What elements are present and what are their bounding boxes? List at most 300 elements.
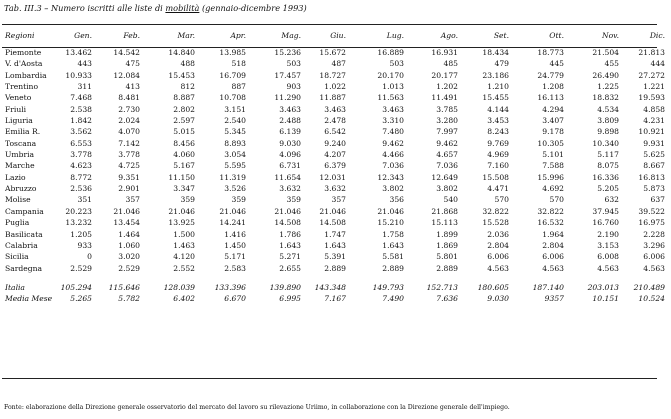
table-cell: 16.532 — [537, 218, 564, 228]
table-row — [2, 115, 671, 126]
table-cell: 479 — [494, 59, 509, 69]
table-cell: 13.232 — [65, 218, 92, 228]
table-cell: 351 — [77, 195, 92, 205]
table-cell: 1.221 — [643, 82, 665, 92]
table-cell: 10.524 — [638, 294, 665, 304]
table-cell: 1.210 — [487, 82, 509, 92]
table-cell: 1.500 — [173, 229, 195, 239]
table-cell: 12.649 — [431, 172, 458, 182]
table-cell: 3.809 — [597, 116, 619, 126]
table-cell: 16.813 — [638, 172, 665, 182]
column-header-month: Dic. — [649, 31, 665, 40]
table-cell: 9.030 — [279, 138, 301, 148]
table-cell: 2.228 — [643, 229, 665, 239]
table-cell: 488 — [180, 59, 195, 69]
table-cell: 15.996 — [537, 172, 564, 182]
table-cell: 444 — [650, 59, 665, 69]
table-row — [2, 47, 671, 58]
table-cell: 4.563 — [542, 263, 564, 273]
table-cell: 7.036 — [436, 161, 458, 171]
region-name: Campania — [5, 206, 44, 216]
table-cell: 2.597 — [173, 116, 195, 126]
table-cell: 9.462 — [436, 138, 458, 148]
table-cell: 4.471 — [487, 184, 509, 194]
table-cell: 8.456 — [173, 138, 195, 148]
table-cell: 8.481 — [118, 93, 140, 103]
region-name: Toscana — [5, 138, 37, 148]
table-cell: 3.020 — [118, 252, 140, 262]
table-row — [2, 70, 671, 81]
table-cell: 11.290 — [274, 93, 301, 103]
table-row — [2, 206, 671, 217]
table-cell: 3.802 — [436, 184, 458, 194]
table-cell: 1.869 — [436, 240, 458, 250]
table-cell: 2.889 — [436, 263, 458, 273]
table-cell: 2.540 — [224, 116, 246, 126]
region-name: Emilia R. — [5, 127, 41, 137]
table-cell: 8.243 — [487, 127, 509, 137]
region-name: Basilicata — [5, 229, 43, 239]
table-cell: 455 — [604, 59, 619, 69]
region-name: Veneto — [5, 93, 32, 103]
table-row — [2, 251, 671, 262]
table-cell: 356 — [389, 195, 404, 205]
table-cell: 443 — [77, 59, 92, 69]
table-cell: 6.553 — [70, 138, 92, 148]
table-cell: 5.782 — [118, 294, 140, 304]
region-name: Abruzzo — [5, 184, 37, 194]
table-cell: 15.210 — [377, 218, 404, 228]
table-cell: 5.117 — [597, 150, 619, 160]
table-row — [2, 183, 671, 194]
table-cell: 15.455 — [482, 93, 509, 103]
table-cell: 11.654 — [274, 172, 301, 182]
table-cell: 16.975 — [638, 218, 665, 228]
table-cell: 4.070 — [118, 127, 140, 137]
table-cell: 2.529 — [118, 263, 140, 273]
table-cell: 5.271 — [279, 252, 301, 262]
table-cell: 23.186 — [482, 70, 509, 80]
table-cell: 3.151 — [224, 104, 246, 114]
table-cell: 5.595 — [224, 161, 246, 171]
table-cell: 11.887 — [319, 93, 346, 103]
region-name: Puglia — [5, 218, 30, 228]
table-cell: 21.046 — [319, 206, 346, 216]
table-cell: 3.632 — [279, 184, 301, 194]
table-cell: 9.769 — [487, 138, 509, 148]
table-cell: 7.588 — [542, 161, 564, 171]
table-cell: 2.802 — [173, 104, 195, 114]
column-header-month: Lug. — [386, 31, 404, 40]
table-cell: 16.889 — [377, 48, 404, 57]
table-cell: 15.236 — [274, 48, 301, 57]
table-cell: 1.450 — [224, 240, 246, 250]
table-cell: 21.046 — [274, 206, 301, 216]
table-row — [2, 160, 671, 171]
table-cell: 1.964 — [542, 229, 564, 239]
table-cell: 3.310 — [382, 116, 404, 126]
table-cell: 357 — [125, 195, 140, 205]
table-cell: 5.801 — [436, 252, 458, 262]
table-cell: 2.804 — [487, 240, 509, 250]
table-cell: 903 — [286, 82, 301, 92]
table-cell: 2.036 — [487, 229, 509, 239]
table-row — [2, 172, 671, 183]
table-cell: 128.039 — [163, 282, 195, 292]
table-cell: 19.593 — [638, 93, 665, 103]
table-cell: 0 — [87, 252, 92, 262]
table-cell: 21.504 — [592, 48, 619, 57]
table-cell: 445 — [549, 59, 564, 69]
table-cell: 1.643 — [324, 240, 346, 250]
table-cell: 7.167 — [324, 294, 346, 304]
table-cell: 18.832 — [592, 93, 619, 103]
caption-prefix: Tab. III.3 – Numero iscritti alle liste di — [4, 3, 166, 13]
table-caption — [4, 3, 307, 13]
table-cell: 2.478 — [324, 116, 346, 126]
table-cell: 1.464 — [118, 229, 140, 239]
table-cell: 9.462 — [382, 138, 404, 148]
table-cell: 359 — [180, 195, 195, 205]
table-row — [2, 149, 671, 160]
table-cell: 14.840 — [168, 48, 195, 57]
table-cell: 2.889 — [382, 263, 404, 273]
table-cell: 180.605 — [477, 282, 509, 292]
column-header-month: Gen. — [74, 31, 92, 40]
table-cell: 24.779 — [537, 70, 564, 80]
total-row — [2, 282, 671, 293]
table-cell: 6.995 — [279, 294, 301, 304]
table-cell: 4.657 — [436, 150, 458, 160]
table-cell: 3.347 — [173, 184, 195, 194]
column-header-month: Mar. — [177, 31, 195, 40]
table-cell: 1.899 — [436, 229, 458, 239]
table-cell: 5.101 — [542, 150, 564, 160]
table-cell: 3.280 — [436, 116, 458, 126]
table-cell: 475 — [125, 59, 140, 69]
table-cell: 3.526 — [224, 184, 246, 194]
table-row — [2, 138, 671, 149]
table-cell: 10.151 — [592, 294, 619, 304]
table-cell: 8.893 — [224, 138, 246, 148]
total-row — [2, 293, 671, 304]
table-cell: 149.793 — [372, 282, 404, 292]
table-row — [2, 240, 671, 251]
table-cell: 3.632 — [324, 184, 346, 194]
table-cell: 9.351 — [118, 172, 140, 182]
table-cell: 37.945 — [592, 206, 619, 216]
region-name: Lombardia — [5, 70, 47, 80]
table-cell: 1.643 — [279, 240, 301, 250]
table-cell: 13.985 — [219, 48, 246, 57]
source-note: Fonte: elaborazione della Direzione generale osservatorio del mercato del lavoro su rilevazione Uriimo, in collaborazione con la Direzione generale dell'impiego. — [4, 404, 510, 411]
table-cell: 2.583 — [224, 263, 246, 273]
table-cell: 7.997 — [436, 127, 458, 137]
table-cell: 7.160 — [487, 161, 509, 171]
table-cell: 933 — [77, 240, 92, 250]
table-cell: 487 — [331, 59, 346, 69]
table-cell: 1.013 — [382, 82, 404, 92]
table-cell: 3.802 — [382, 184, 404, 194]
table-cell: 311 — [77, 82, 92, 92]
table-cell: 6.379 — [324, 161, 346, 171]
table-cell: 12.031 — [319, 172, 346, 182]
table-cell: 18.434 — [482, 48, 509, 57]
table-cell: 17.457 — [274, 70, 301, 80]
table-cell: 16.113 — [537, 93, 564, 103]
table-cell: 4.563 — [643, 263, 665, 273]
table-cell: 3.153 — [597, 240, 619, 250]
table-cell: 4.207 — [324, 150, 346, 160]
table-cell: 1.747 — [324, 229, 346, 239]
table-cell: 3.463 — [382, 104, 404, 114]
table-cell: 18.773 — [537, 48, 564, 57]
caption-underlined: mobilità — [165, 3, 200, 13]
table-cell: 20.223 — [65, 206, 92, 216]
table-cell: 16.709 — [219, 70, 246, 80]
table-cell: 210.489 — [633, 282, 665, 292]
column-header-month: Giu. — [330, 31, 346, 40]
table-cell: 26.490 — [592, 70, 619, 80]
region-name: Friuli — [5, 104, 27, 114]
table-cell: 9.240 — [324, 138, 346, 148]
table-cell: 10.340 — [592, 138, 619, 148]
table-cell: 15.508 — [482, 172, 509, 182]
table-cell: 3.562 — [70, 127, 92, 137]
table-row — [2, 194, 671, 205]
table-row — [2, 104, 671, 115]
table-cell: 2.889 — [324, 263, 346, 273]
table-cell: 27.272 — [638, 70, 665, 80]
table-cell: 13.454 — [113, 218, 140, 228]
table-cell: 887 — [231, 82, 246, 92]
table-cell: 357 — [331, 195, 346, 205]
header-row — [2, 25, 671, 47]
caption-suffix: (gennaio-dicembre 1993) — [199, 3, 307, 13]
table-cell: 3.463 — [324, 104, 346, 114]
table-cell: 203.013 — [587, 282, 619, 292]
table-cell: 570 — [549, 195, 564, 205]
table-cell: 11.563 — [377, 93, 404, 103]
table-cell: 14.508 — [274, 218, 301, 228]
table-cell: 8.667 — [643, 161, 665, 171]
table-cell: 1.202 — [436, 82, 458, 92]
table-cell: 3.778 — [118, 150, 140, 160]
region-name: Molise — [5, 195, 31, 205]
table-cell: 1.416 — [224, 229, 246, 239]
table-cell: 7.636 — [436, 294, 458, 304]
table-cell: 21.046 — [377, 206, 404, 216]
column-header-month: Ott. — [549, 31, 564, 40]
table-cell: 5.265 — [70, 294, 92, 304]
table-cell: 4.563 — [487, 263, 509, 273]
table-cell: 133.396 — [214, 282, 246, 292]
table-cell: 4.294 — [542, 104, 564, 114]
table-cell: 6.008 — [597, 252, 619, 262]
region-name: Marche — [5, 161, 35, 171]
table-cell: 6.670 — [224, 294, 246, 304]
table-cell: 9.030 — [487, 294, 509, 304]
table-cell: 503 — [389, 59, 404, 69]
region-name: Liguria — [5, 116, 33, 126]
table-cell: 3.296 — [643, 240, 665, 250]
table-cell: 3.407 — [542, 116, 564, 126]
table-cell: 115.646 — [108, 282, 140, 292]
table-cell: 9357 — [544, 294, 564, 304]
table-cell: 152.713 — [426, 282, 458, 292]
table-cell: 11.491 — [431, 93, 458, 103]
table-cell: 2.804 — [542, 240, 564, 250]
table-cell: 2.552 — [173, 263, 195, 273]
table-cell: 13.462 — [65, 48, 92, 57]
table-cell: 143.348 — [314, 282, 346, 292]
table-cell: 2.730 — [118, 104, 140, 114]
region-name: Lazio — [5, 172, 26, 182]
table-cell: 1.225 — [597, 82, 619, 92]
table-cell: 7.480 — [382, 127, 404, 137]
table-cell: 10.305 — [537, 138, 564, 148]
table-cell: 812 — [180, 82, 195, 92]
table-cell: 15.528 — [482, 218, 509, 228]
region-name: Sardegna — [5, 263, 42, 273]
column-header-month: Set. — [493, 31, 509, 40]
table-cell: 359 — [286, 195, 301, 205]
table-cell: 2.536 — [70, 184, 92, 194]
table-cell: 4.060 — [173, 150, 195, 160]
spacer-cell — [2, 274, 671, 282]
table-cell: 10.708 — [219, 93, 246, 103]
region-name: Calabria — [5, 240, 38, 250]
column-header-region: Regioni — [5, 31, 35, 40]
table-cell: 7.036 — [382, 161, 404, 171]
table-cell: 1.758 — [382, 229, 404, 239]
table-cell: 15.113 — [431, 218, 458, 228]
table-cell: 4.534 — [597, 104, 619, 114]
table-cell: 39.522 — [638, 206, 665, 216]
table-cell: 4.623 — [70, 161, 92, 171]
table-cell: 3.778 — [70, 150, 92, 160]
column-header-month: Ago. — [440, 31, 458, 40]
table-cell: 1.786 — [279, 229, 301, 239]
table-cell: 9.931 — [643, 138, 665, 148]
table-cell: 4.096 — [279, 150, 301, 160]
table-cell: 4.231 — [643, 116, 665, 126]
table-cell: 4.858 — [643, 104, 665, 114]
region-name: Sicilia — [5, 252, 29, 262]
table-cell: 2.190 — [597, 229, 619, 239]
table-cell: 1.060 — [118, 240, 140, 250]
table-row — [2, 92, 671, 103]
table-cell: 18.727 — [319, 70, 346, 80]
table-row — [2, 229, 671, 240]
table-cell: 16.760 — [592, 218, 619, 228]
table-cell: 2.901 — [118, 184, 140, 194]
table-cell: 4.725 — [118, 161, 140, 171]
table-cell: 1.022 — [324, 82, 346, 92]
region-name: Umbria — [5, 150, 35, 160]
table-cell: 6.006 — [542, 252, 564, 262]
spacer-row — [2, 274, 671, 282]
region-name: Trentino — [5, 82, 39, 92]
table-cell: 2.538 — [70, 104, 92, 114]
table-cell: 32.822 — [537, 206, 564, 216]
table-cell: 3.453 — [487, 116, 509, 126]
table-cell: 6.731 — [279, 161, 301, 171]
table-cell: 16.336 — [592, 172, 619, 182]
column-header-month: Feb. — [123, 31, 140, 40]
region-name: V. d'Aosta — [5, 59, 43, 69]
table-cell: 187.140 — [532, 282, 564, 292]
table-cell: 20.170 — [377, 70, 404, 80]
table-cell: 32.822 — [482, 206, 509, 216]
table-cell: 1.205 — [70, 229, 92, 239]
column-header-month: Nov. — [601, 31, 619, 40]
table-cell: 5.873 — [643, 184, 665, 194]
table-cell: 12.084 — [113, 70, 140, 80]
table-cell: 4.120 — [173, 252, 195, 262]
table-cell: 6.006 — [487, 252, 509, 262]
table-cell: 2.529 — [70, 263, 92, 273]
table-cell: 14.241 — [219, 218, 246, 228]
table-cell: 8.075 — [597, 161, 619, 171]
table-cell: 14.542 — [113, 48, 140, 57]
table-cell: 4.466 — [382, 150, 404, 160]
table-cell: 10.921 — [638, 127, 665, 137]
table-cell: 15.453 — [168, 70, 195, 80]
table-cell: 2.024 — [118, 116, 140, 126]
table-cell: 5.391 — [324, 252, 346, 262]
table-cell: 20.177 — [431, 70, 458, 80]
table-cell: 632 — [604, 195, 619, 205]
table-cell: 11.150 — [168, 172, 195, 182]
table-cell: 21.046 — [113, 206, 140, 216]
table-cell: 570 — [494, 195, 509, 205]
table-cell: 9.178 — [542, 127, 564, 137]
table-cell: 359 — [231, 195, 246, 205]
region-name: Media Mese — [5, 294, 53, 304]
table-cell: 11.319 — [219, 172, 246, 182]
table-row — [2, 58, 671, 69]
region-name: Italia — [5, 282, 25, 292]
column-header-month: Apr. — [230, 31, 246, 40]
table-row — [2, 126, 671, 137]
table-cell: 15.672 — [319, 48, 346, 57]
table-cell: 5.205 — [597, 184, 619, 194]
table-cell: 485 — [443, 59, 458, 69]
table-cell: 637 — [650, 195, 665, 205]
table-cell: 8.772 — [70, 172, 92, 182]
table-cell: 10.933 — [65, 70, 92, 80]
table-cell: 1.463 — [173, 240, 195, 250]
table-cell: 5.167 — [173, 161, 195, 171]
table-cell: 5.581 — [382, 252, 404, 262]
table-cell: 105.294 — [60, 282, 92, 292]
table-cell: 1.208 — [542, 82, 564, 92]
table-cell: 7.490 — [382, 294, 404, 304]
table-cell: 1.842 — [70, 116, 92, 126]
table-cell: 4.969 — [487, 150, 509, 160]
table-cell: 413 — [125, 82, 140, 92]
table-cell: 16.931 — [431, 48, 458, 57]
table-cell: 8.887 — [173, 93, 195, 103]
table-cell: 6.139 — [279, 127, 301, 137]
table-cell: 21.868 — [431, 206, 458, 216]
table-cell: 21.046 — [168, 206, 195, 216]
table-cell: 139.890 — [269, 282, 301, 292]
table-cell: 5.015 — [173, 127, 195, 137]
table-cell: 503 — [286, 59, 301, 69]
table-cell: 7.142 — [118, 138, 140, 148]
